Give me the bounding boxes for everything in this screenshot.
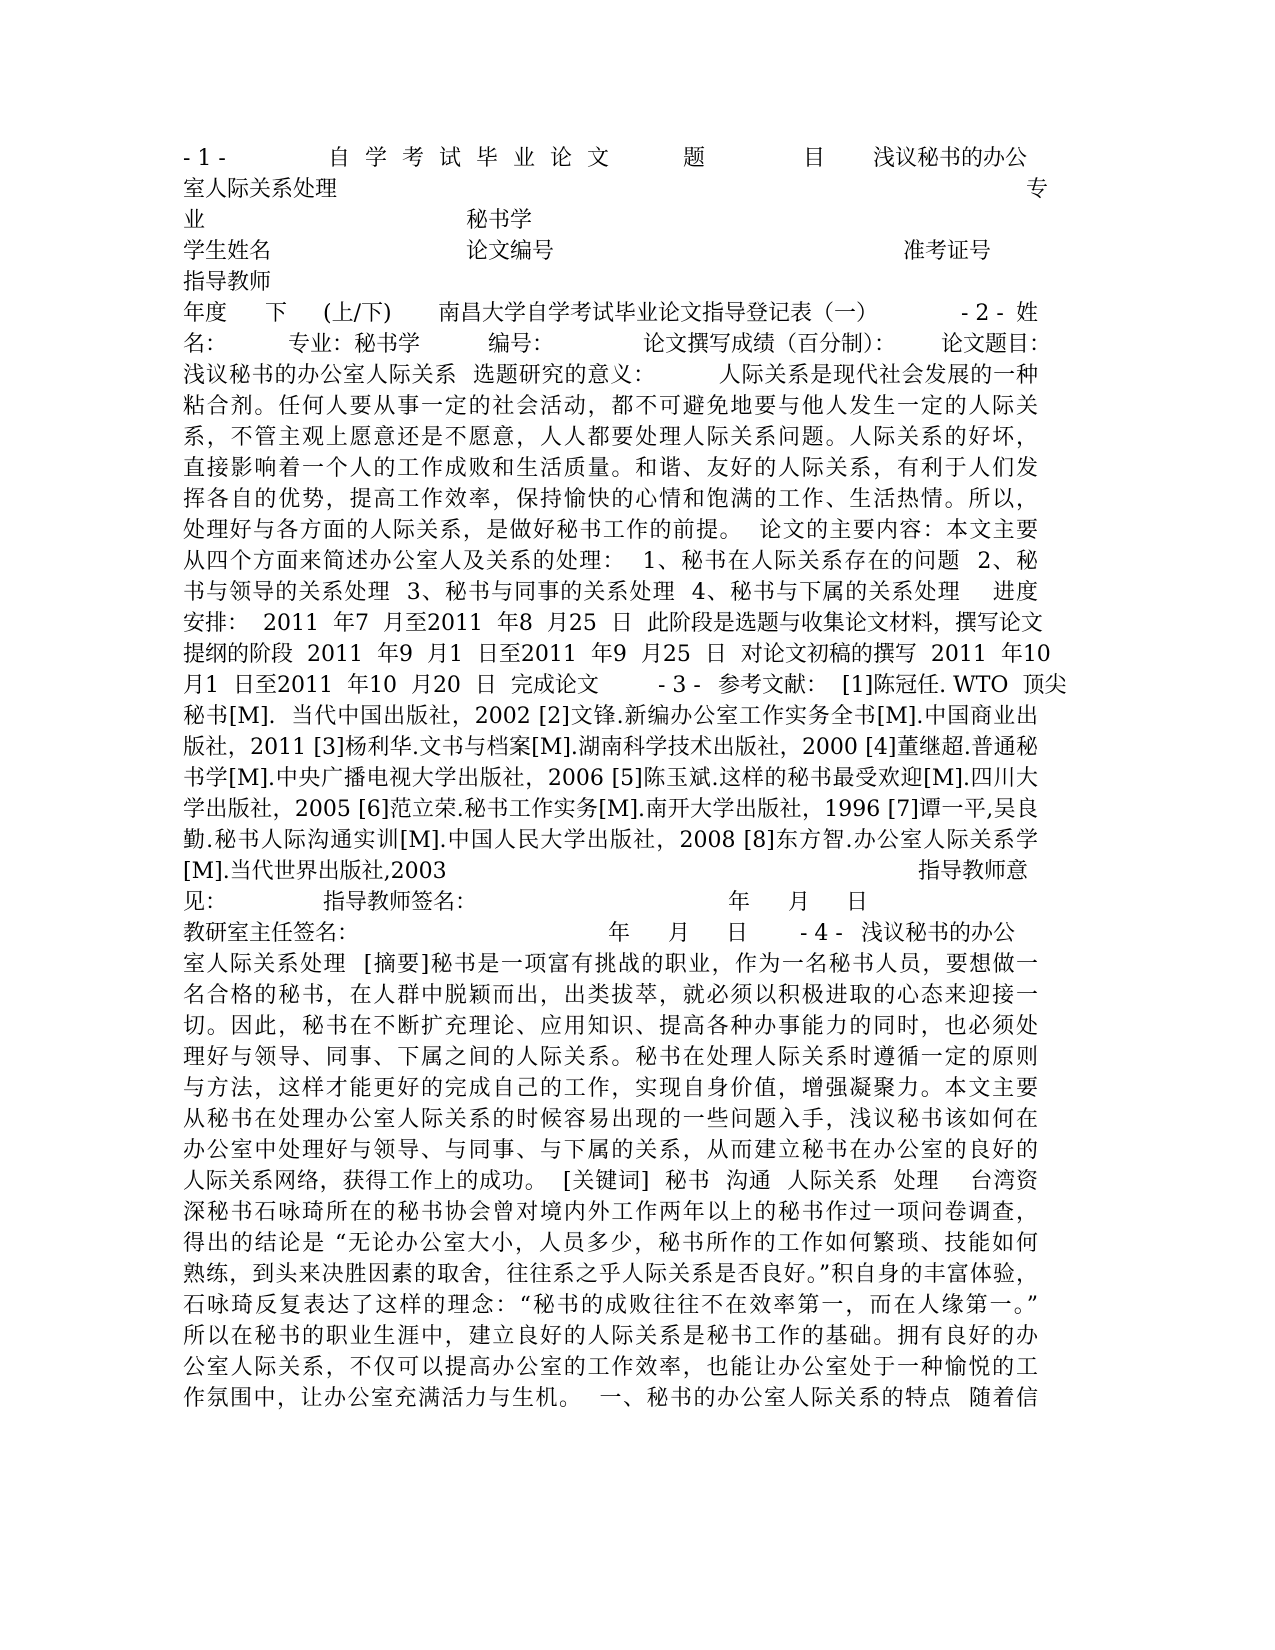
name-label-1: 姓 <box>1016 301 1039 326</box>
form-fields-line <box>183 329 1052 361</box>
thesis-line: 与方法，这样才能更好的完成自己的工作，实现自身价值，增强凝聚力。本文主要 <box>183 1076 1038 1101</box>
thesis-page-number: - 4 - <box>800 921 843 946</box>
thesis-line: 石咏琦反复表达了这样的理念：“秘书的成败往往不在效率第一，而在人缘第一。” <box>183 1293 1038 1318</box>
body-line: 系，不管主观上愿意还是不愿意，人人都要处理人际关系问题。人际关系的好坏， <box>183 425 1038 450</box>
exam-no-label: 准考证号 <box>903 239 992 264</box>
date-year: 年 <box>728 890 751 915</box>
thesis-line: 深秘书石咏琦所在的秘书协会曾对境内外工作两年以上的秘书作过一项问卷调查， <box>183 1200 1038 1225</box>
thesis-title: 浅议秘书的办公 <box>861 921 1016 946</box>
reference-line: [M].当代世界出版社,2003 <box>183 859 447 884</box>
reference-line: 书学[M].中央广播电视大学出版社，2006 [5]陈玉斌.这样的秘书最受欢迎[M].四川大 <box>183 766 1038 791</box>
form-major: 专业：秘书学 <box>288 332 421 357</box>
major-label-2: 业 <box>183 208 206 233</box>
body-line: 提纲的阶段 2011 年9 月1 日至2011 年9 月25 日 对论文初稿的撰写 2011 年10 <box>183 642 1051 667</box>
title-label-1: 题 <box>683 146 706 171</box>
cover-year-line <box>183 298 1038 330</box>
cover-advisor-line <box>183 267 1038 299</box>
reference-last-line <box>183 856 1038 888</box>
body-line: 处理好与各方面的人际关系，是做好秘书工作的前提。 论文的主要内容：本文主要 <box>183 518 1038 543</box>
thesis-line: 名合格的秘书，在人群中脱颖而出，出类拔萃，就必须以积极进取的心态来迎接一 <box>183 983 1038 1008</box>
year-label: 年度 <box>183 301 228 326</box>
date-day: 日 <box>726 921 749 946</box>
score-label: 论文撰写成绩（百分制）： <box>643 332 897 357</box>
advisor-opinion-label: 指导教师意 <box>918 859 1029 884</box>
cover-title-line-2 <box>183 174 1049 206</box>
thesis-line: 切。因此，秘书在不断扩充理论、应用知识、提高各种办事能力的同时，也必须处 <box>183 1014 1038 1039</box>
reference-line: 版社，2011 [3]杨利华.文书与档案[M].湖南科学技术出版社，2000 [4]董继超.普通秘 <box>183 735 1038 760</box>
thesis-line: 室人际关系处理 [摘要]秘书是一项富有挑战的职业，作为一名秘书人员，要想做一 <box>183 952 1038 977</box>
title-value-1: 浅议秘书的办公 <box>873 146 1028 171</box>
major-value: 秘书学 <box>466 208 533 233</box>
references-heading: 参考文献： [1]陈冠任. WTO 顶尖 <box>718 673 1067 698</box>
date-year: 年 <box>608 921 631 946</box>
body-line: 从四个方面来简述办公室人及关系的处理： 1、秘书在人际关系存在的问题 2、秘 <box>183 549 1038 574</box>
title-label-2: 目 <box>803 146 826 171</box>
body-line: 挥各自的优势，提高工作效率，保持愉快的心情和饱满的工作、生活热情。所以， <box>183 487 1038 512</box>
thesis-line: 办公室中处理好与领导、与同事、与下属的关系，从而建立秘书在办公室的良好的 <box>183 1138 1038 1163</box>
half-value: 下 <box>265 301 288 326</box>
cover-title-line <box>183 143 1038 175</box>
major-label-1: 专 <box>1026 177 1049 202</box>
date-month: 月 <box>788 890 811 915</box>
thesis-line: 熟练，到头来决胜因素的取舍，往往系之乎人际关系是否良好。”积自身的丰富体验， <box>183 1262 1038 1287</box>
thesis-line: 得出的结论是 “无论办公室大小，人员多少，秘书所作的工作如何繁琐、技能如何 <box>183 1231 1038 1256</box>
advisor-opinion-label-2: 见： <box>183 890 228 915</box>
advisor-sign-label: 指导教师签名： <box>323 890 478 915</box>
cover-heading: 自 学 考 试 毕 业 论 文 <box>328 146 613 171</box>
student-name-label: 学生姓名 <box>183 239 272 264</box>
thesis-line: 人际关系网络，获得工作上的成功。 [关键词] 秘书 沟通 人际关系 处理 台湾资 <box>183 1169 1038 1194</box>
date-month: 月 <box>668 921 691 946</box>
form-page-number: - 2 - <box>961 301 1004 326</box>
body-line: 浅议秘书的办公室人际关系 选题研究的意义： 人际关系是现代社会发展的一种 <box>183 363 1038 388</box>
body-line: 直接影响着一个人的工作成败和生活质量。和谐、友好的人际关系，有利于人们发 <box>183 456 1038 481</box>
thesis-line: 从秘书在处理办公室人际关系的时候容易出现的一些问题入手，浅议秘书该如何在 <box>183 1107 1038 1132</box>
thesis-line: 所以在秘书的职业生涯中，建立良好的人际关系是秘书工作的基础。拥有良好的办 <box>183 1324 1038 1349</box>
thesis-line: 公室人际关系，不仅可以提高办公室的工作效率，也能让办公室处于一种愉悦的工 <box>183 1355 1038 1380</box>
thesis-line: 理好与领导、同事、下属之间的人际关系。秘书在处理人际关系时遵循一定的原则 <box>183 1045 1038 1070</box>
reference-line: 勤.秘书人际沟通实训[M].中国人民大学出版社，2008 [8]东方智.办公室人际关系学 <box>183 828 1038 853</box>
reference-line: 学出版社，2005 [6]范立荣.秘书工作实务[M].南开大学出版社，1996 [7]谭一平,吴良 <box>183 797 1038 822</box>
topic-label: 论文题目： <box>941 332 1052 357</box>
body-line: 书与领导的关系处理 3、秘书与同事的关系处理 4、秘书与下属的关系处理 进度 <box>183 580 1038 605</box>
advisor-sign-line <box>183 887 1038 919</box>
cover-major-line <box>183 205 1038 237</box>
body-line: 安排： 2011 年7 月至2011 年8 月25 日 此阶段是选题与收集论文材料，撰写论文 <box>183 611 1043 636</box>
half-hint: (上/下) <box>323 301 392 326</box>
title-value-2: 室人际关系处理 <box>183 177 338 202</box>
form-title: 南昌大学自学考试毕业论文指导登记表（一） <box>438 301 879 326</box>
body-line: 粘合剂。任何人要从事一定的社会活动，都不可避免地要与他人发生一定的人际关 <box>183 394 1038 419</box>
cover-student-line <box>183 236 1038 268</box>
director-sign-line <box>183 918 1038 950</box>
references-page-number: - 3 - <box>658 673 701 698</box>
body-line: 月1 日至2011 年10 月20 日 完成论文 <box>183 673 599 698</box>
thesis-line: 作氛围中，让办公室充满活力与生机。 一、秘书的办公室人际关系的特点 随着信 <box>183 1386 1038 1411</box>
schedule-end-line <box>183 670 1067 702</box>
reference-line: 秘书[M]. 当代中国出版社，2002 [2]文锋.新编办公室工作实务全书[M].中国商业出 <box>183 704 1038 729</box>
advisor-label: 指导教师 <box>183 270 272 295</box>
number-label: 编号： <box>488 332 555 357</box>
page-number: - 1 - <box>183 146 226 171</box>
date-day: 日 <box>846 890 869 915</box>
director-sign-label: 教研室主任签名： <box>183 921 360 946</box>
thesis-no-label: 论文编号 <box>466 239 555 264</box>
name-label-2: 名： <box>183 332 228 357</box>
